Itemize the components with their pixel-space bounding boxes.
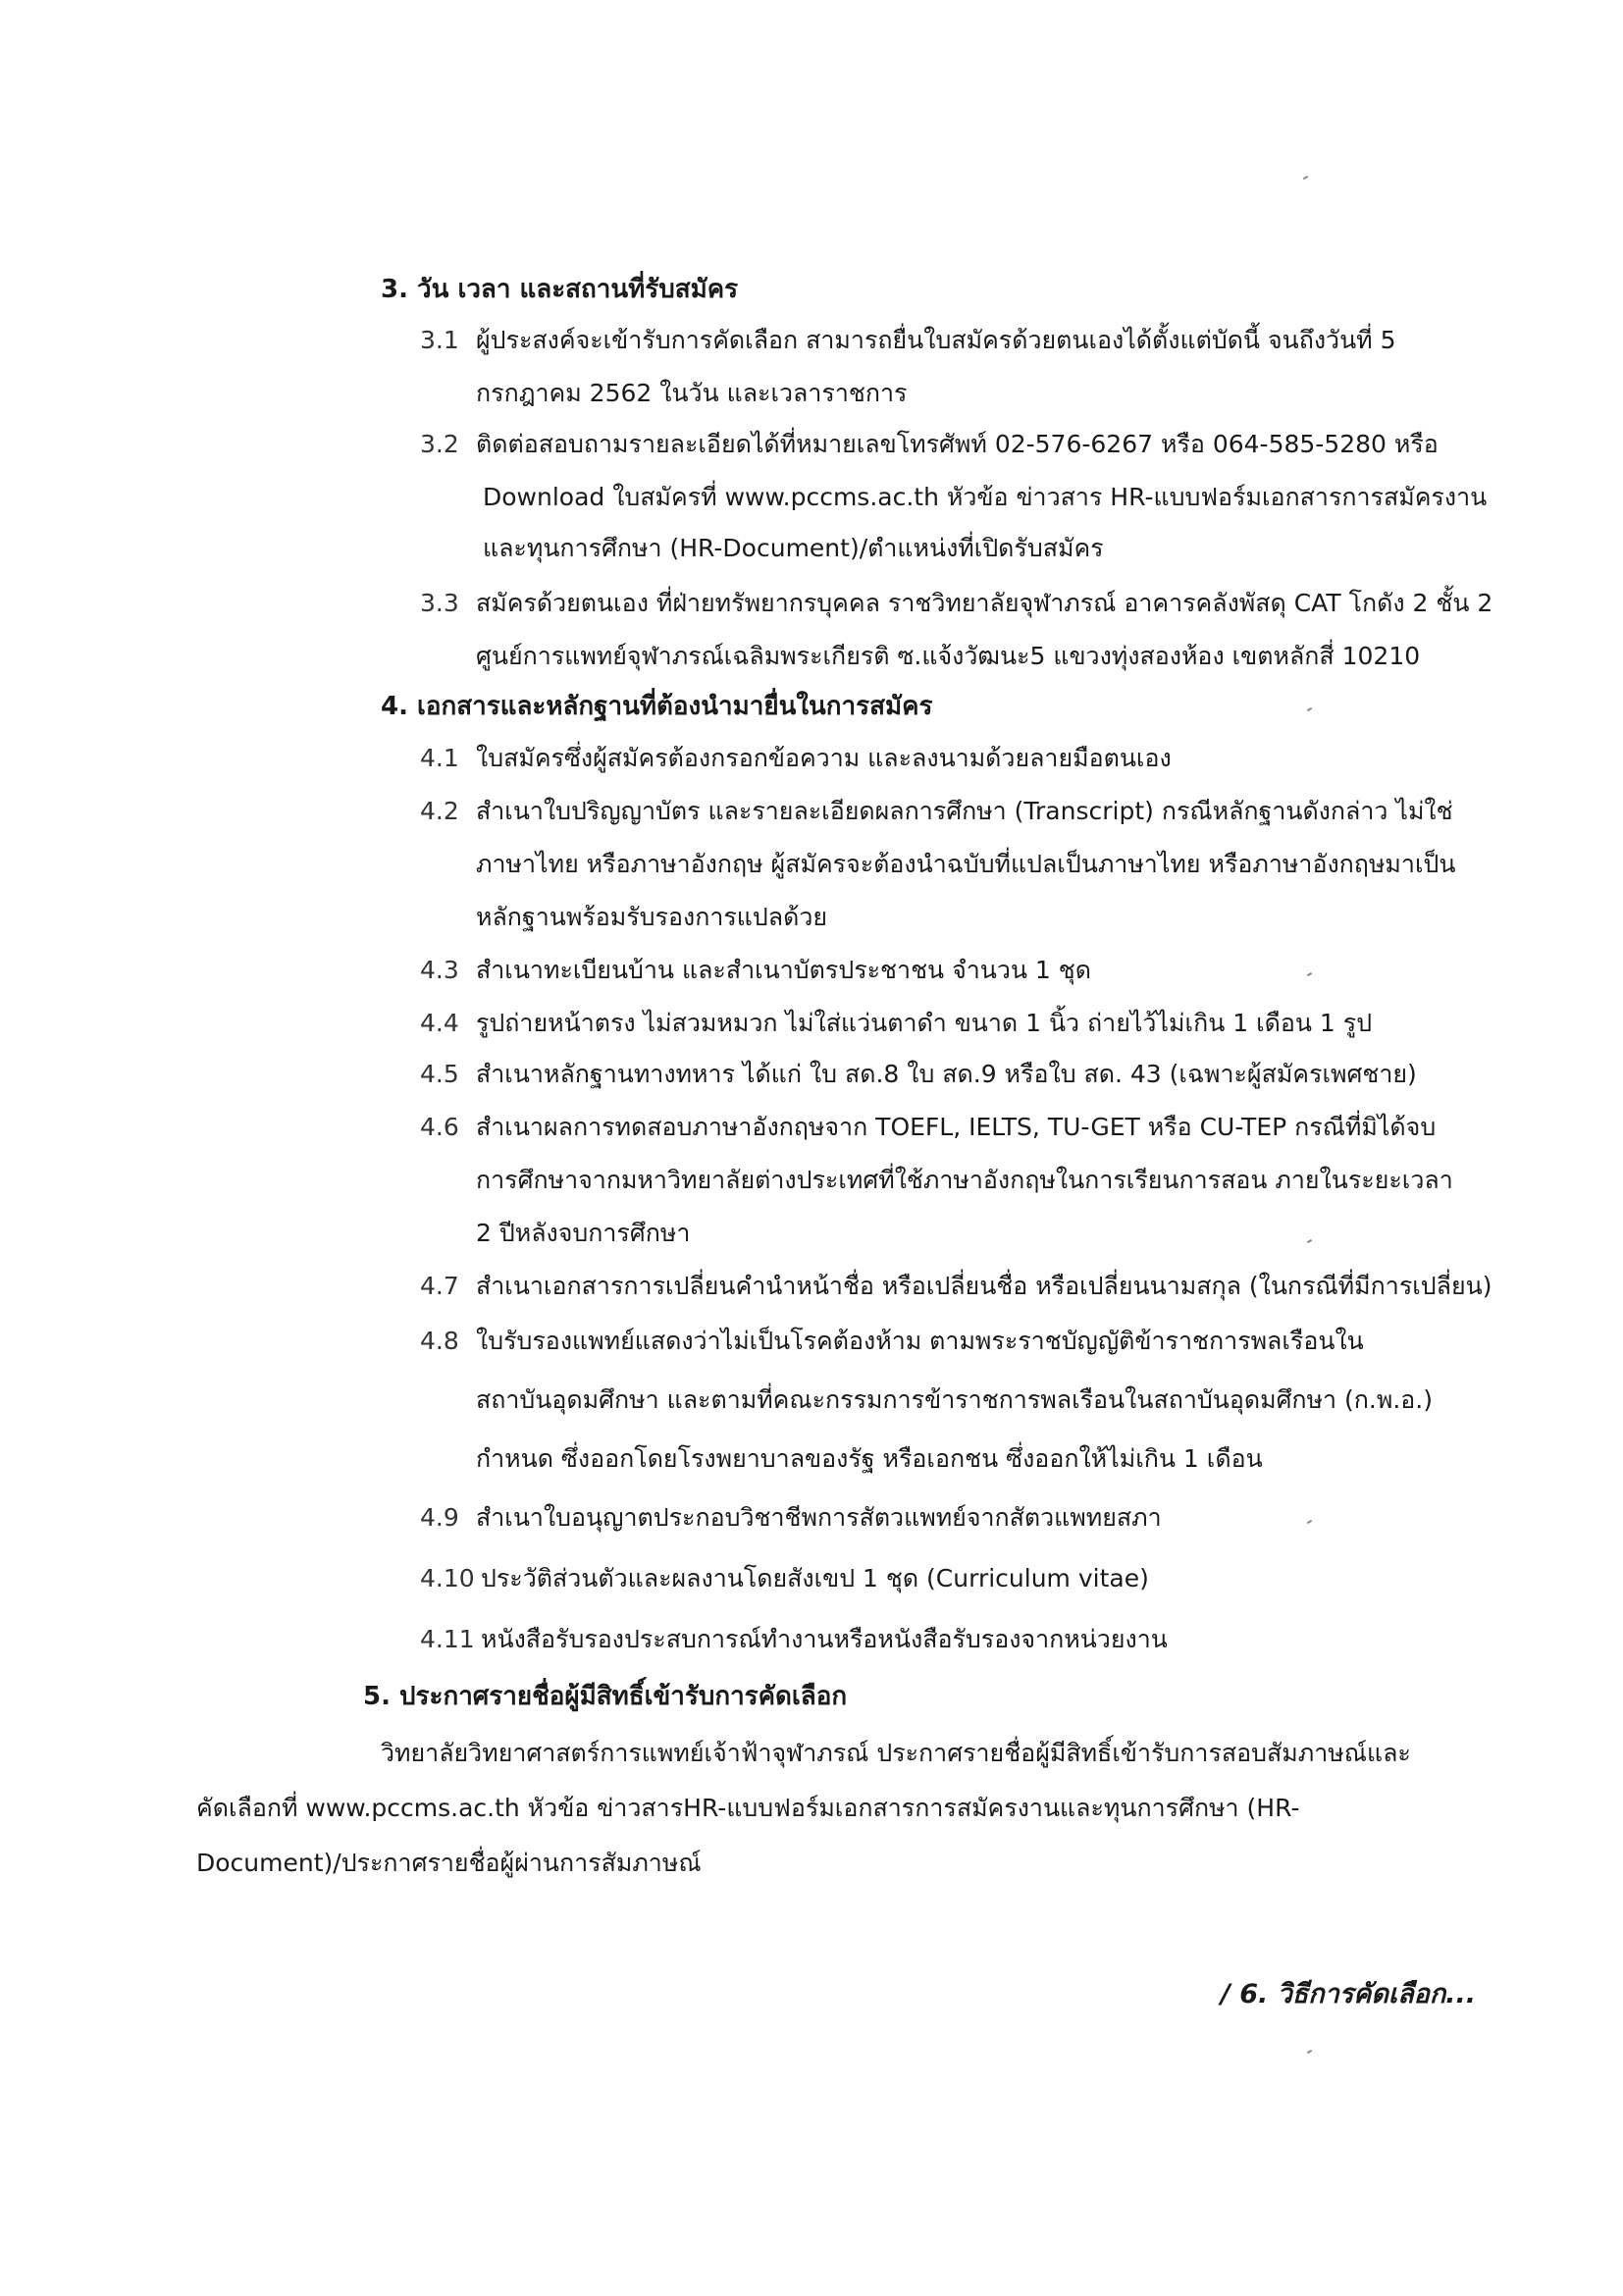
- item-text: และทุนการศึกษา (HR-Document)/ตำแหน่งที่เปิดรับสมัคร: [483, 534, 1104, 562]
- item-number: 4.2: [420, 797, 459, 825]
- paragraph-line: Document)/ประกาศรายชื่อผู้ผ่านการสัมภาษณ์: [196, 1849, 702, 1877]
- item-text: สำเนาเอกสารการเปลี่ยนคำนำหน้าชื่อ หรือเปลี่ยนชื่อ หรือเปลี่ยนนามสกุล (ในกรณีที่มีการเปลี่ยน): [476, 1272, 1492, 1300]
- item-number: 4.7: [420, 1272, 459, 1300]
- item-text: สถาบันอุดมศึกษา และตามที่คณะกรรมการข้าราชการพลเรือนในสถาบันอุดมศึกษา (ก.พ.อ.): [476, 1385, 1434, 1414]
- item-text: ติดต่อสอบถามรายละเอียดได้ที่หมายเลขโทรศัพท์ 02-576-6267 หรือ 064-585-5280 หรือ: [476, 430, 1439, 458]
- item-text: กรกฎาคม 2562 ในวัน และเวลาราชการ: [476, 379, 908, 407]
- scan-mark: [1307, 2050, 1312, 2054]
- item-number: 4.3: [420, 956, 459, 984]
- item-text: ผู้ประสงค์จะเข้ารับการคัดเลือก สามารถยื่นใบสมัครด้วยตนเองได้ตั้งแต่บัดนี้ จนถึงวันที่ 5: [476, 326, 1396, 354]
- item-number: 4.10: [420, 1564, 475, 1592]
- item-text: หลักฐานพร้อมรับรองการแปลด้วย: [476, 903, 828, 931]
- item-number: 4.5: [420, 1060, 459, 1088]
- scan-mark: [1307, 1239, 1312, 1243]
- item-text: หนังสือรับรองประสบการณ์ทำงานหรือหนังสือรับรองจากหน่วยงาน: [481, 1625, 1168, 1653]
- item-number: 4.11: [420, 1625, 475, 1653]
- scan-mark: [1307, 707, 1312, 711]
- paragraph-line: วิทยาลัยวิทยาศาสตร์การแพทย์เจ้าฟ้าจุฬาภรณ์ ประกาศรายชื่อผู้มีสิทธิ์เข้ารับการสอบสัมภาษณ์และ: [381, 1739, 1411, 1767]
- item-text: ประวัติส่วนตัวและผลงานโดยสังเขป 1 ชุด (Curriculum vitae): [481, 1564, 1149, 1592]
- item-number: 4.9: [420, 1503, 459, 1532]
- item-number: 4.8: [420, 1327, 459, 1355]
- scan-mark: [1303, 176, 1308, 180]
- item-text: Download ใบสมัครที่ www.pccms.ac.th หัวข้อ ข่าวสาร HR-แบบฟอร์มเอกสารการสมัครงาน: [483, 483, 1488, 511]
- item-text: ศูนย์การแพทย์จุฬาภรณ์เฉลิมพระเกียรติ ซ.แจ้งวัฒนะ5 แขวงทุ่งสองห้อง เขตหลักสี่ 10210: [476, 642, 1421, 670]
- item-text: กำหนด ซึ่งออกโดยโรงพยาบาลของรัฐ หรือเอกชน ซึ่งออกให้ไม่เกิน 1 เดือน: [476, 1444, 1263, 1473]
- continuation-footer: / 6. วิธีการคัดเลือก...: [1220, 1979, 1476, 2009]
- section-3-heading: 3. วัน เวลา และสถานที่รับสมัคร: [381, 275, 739, 304]
- section-5-heading: 5. ประกาศรายชื่อผู้มีสิทธิ์เข้ารับการคัดเลือก: [363, 1682, 848, 1711]
- item-number: 4.1: [420, 744, 459, 772]
- item-number: 3.2: [420, 430, 459, 458]
- item-number: 4.4: [420, 1009, 459, 1037]
- paragraph-line: คัดเลือกที่ www.pccms.ac.th หัวข้อ ข่าวสารHR-แบบฟอร์มเอกสารการสมัครงานและทุนการศึกษา (HR-: [196, 1794, 1300, 1822]
- scan-mark: [1307, 1520, 1312, 1524]
- item-number: 4.6: [420, 1113, 459, 1141]
- item-text: รูปถ่ายหน้าตรง ไม่สวมหมวก ไม่ใส่แว่นตาดำ ขนาด 1 นิ้ว ถ่ายไว้ไม่เกิน 1 เดือน 1 รูป: [476, 1009, 1373, 1037]
- item-text: สำเนาทะเบียนบ้าน และสำเนาบัตรประชาชน จำนวน 1 ชุด: [476, 956, 1091, 984]
- section-4-heading: 4. เอกสารและหลักฐานที่ต้องนำมายื่นในการสมัคร: [381, 692, 933, 721]
- item-text: ใบรับรองแพทย์แสดงว่าไม่เป็นโรคต้องห้าม ตามพระราชบัญญัติข้าราชการพลเรือนใน: [476, 1327, 1364, 1355]
- item-text: สำเนาใบปริญญาบัตร และรายละเอียดผลการศึกษา (Transcript) กรณีหลักฐานดังกล่าว ไม่ใช่: [476, 797, 1453, 825]
- item-number: 3.3: [420, 589, 459, 617]
- scan-mark: [1307, 972, 1312, 976]
- item-text: สำเนาผลการทดสอบภาษาอังกฤษจาก TOEFL, IELTS, TU-GET หรือ CU-TEP กรณีที่มิได้จบ: [476, 1113, 1437, 1141]
- item-text: ใบสมัครซึ่งผู้สมัครต้องกรอกข้อความ และลงนามด้วยลายมือตนเอง: [476, 744, 1172, 772]
- item-text: สำเนาใบอนุญาตประกอบวิชาชีพการสัตวแพทย์จากสัตวแพทยสภา: [476, 1503, 1162, 1532]
- item-text: การศึกษาจากมหาวิทยาลัยต่างประเทศที่ใช้ภาษาอังกฤษในการเรียนการสอน ภายในระยะเวลา: [476, 1166, 1453, 1194]
- item-text: สำเนาหลักฐานทางทหาร ได้แก่ ใบ สด.8 ใบ สด.9 หรือใบ สด. 43 (เฉพาะผู้สมัครเพศชาย): [476, 1060, 1417, 1088]
- item-text: ภาษาไทย หรือภาษาอังกฤษ ผู้สมัครจะต้องนำฉบับที่แปลเป็นภาษาไทย หรือภาษาอังกฤษมาเป็น: [476, 850, 1456, 878]
- item-text: 2 ปีหลังจบการศึกษา: [476, 1219, 691, 1247]
- item-number: 3.1: [420, 326, 459, 354]
- item-text: สมัครด้วยตนเอง ที่ฝ่ายทรัพยากรบุคคล ราชวิทยาลัยจุฬาภรณ์ อาคารคลังพัสดุ CAT โกดัง 2 ชั้น 2: [476, 589, 1493, 617]
